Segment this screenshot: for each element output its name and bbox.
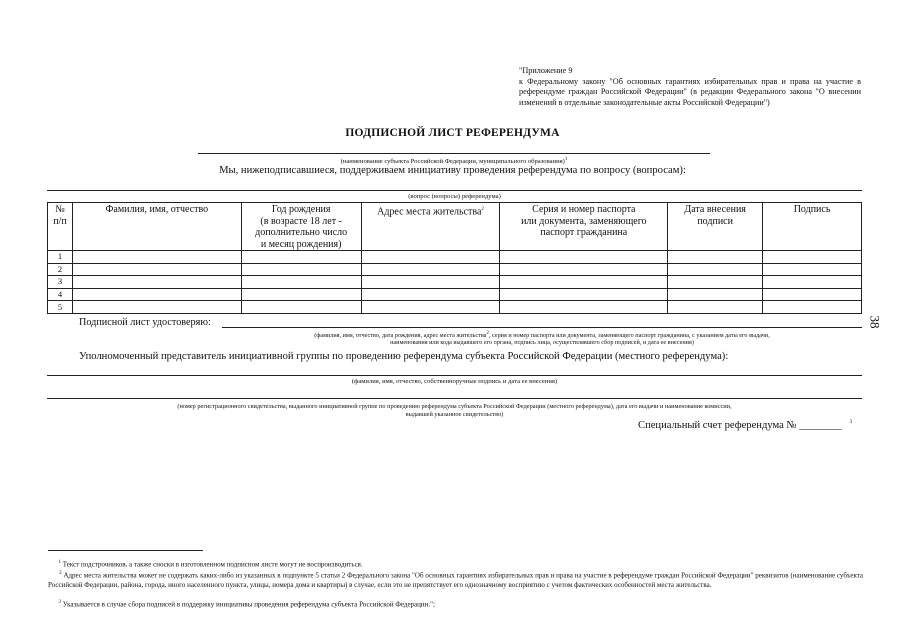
signatures-table bbox=[47, 202, 862, 314]
special-account-label: Специальный счет референдума № bbox=[638, 420, 797, 431]
cell-address[interactable] bbox=[361, 301, 500, 314]
cell-fullname[interactable] bbox=[72, 251, 241, 264]
certificate-caption-line1: (номер регистрационного свидетельства, выданного инициативной группе по проведению референдума субъекта Российской Федерации (местного референдума), дата его выдачи и наименование комиссии, bbox=[177, 403, 732, 410]
col-signature-header: Подпись bbox=[763, 203, 862, 251]
footnote-separator bbox=[48, 550, 203, 551]
row-number: 3 bbox=[48, 276, 73, 289]
col-address-header: Адрес места жительства$^2$ bbox=[361, 203, 500, 251]
cell-signature[interactable] bbox=[763, 251, 862, 264]
col-date-header: Дата внесения подписи bbox=[668, 203, 763, 251]
cell-fullname[interactable] bbox=[72, 263, 241, 276]
cell-date[interactable] bbox=[668, 251, 763, 264]
representative-caption: (фамилия, имя, отчество, собственноручные подпись и дата ее внесения) bbox=[351, 378, 558, 385]
footnote-3: $^3$ Указывается в случае сбора подписей в поддержку инициативы проведения референдума субъекта Российской Федерации."; bbox=[58, 600, 435, 609]
footnote-mark-2: 2 bbox=[486, 331, 489, 336]
special-account bbox=[638, 420, 852, 431]
form-title: ПОДПИСНОЙ ЛИСТ РЕФЕРЕНДУМА bbox=[345, 127, 560, 139]
question-caption: (вопрос (вопросы) референдума) bbox=[408, 193, 501, 200]
intro-text: Мы, нижеподписавшиеся, поддерживаем инициативу проведения референдума по вопросу (вопросам): bbox=[219, 165, 686, 176]
cell-address[interactable] bbox=[361, 288, 500, 301]
row-number: 4 bbox=[48, 288, 73, 301]
row-number: 2 bbox=[48, 263, 73, 276]
cell-signature[interactable] bbox=[763, 276, 862, 289]
certificate-caption-line2: выдавшей указанное свидетельство) bbox=[405, 411, 504, 418]
cell-passport[interactable] bbox=[500, 288, 668, 301]
footnote-mark-1: 1 bbox=[564, 157, 568, 162]
annex-text: к Федеральному закону "Об основных гарантиях избирательных прав и права на участие в референдуме граждан Российской Федерации" (в редакции Федерального закона "О внесении изменений в отдельные законодательные акты Российской Федерации") bbox=[519, 76, 861, 107]
footnote-1: $^1$ Текст подстрочников, а также сноски в изготовленном подписном листе могут не воспроизводиться. bbox=[58, 560, 363, 569]
cell-signature[interactable] bbox=[763, 288, 862, 301]
certified-caption-line1: (фамилия, имя, отчество, дата рождения, адрес места жительства$^2$, серия и номер паспорта или документа, заменяющего паспорт гражданина, с указанием даты его выдачи, bbox=[314, 331, 770, 340]
cell-birth[interactable] bbox=[241, 301, 361, 314]
question-line bbox=[47, 190, 862, 191]
cell-date[interactable] bbox=[668, 276, 763, 289]
table-header-row bbox=[48, 203, 862, 251]
table-row bbox=[48, 251, 862, 264]
cell-date[interactable] bbox=[668, 288, 763, 301]
footnote-2: $^2$ Адрес места жительства может не содержать каких-либо из указанных в подпункте 5 статьи 2 Федерального закона "Об основных гарантиях избирательных прав и права на участие в референдуме граждан Российской Федерации" реквизитов (наименование субъекта Российской Федерации, района, города, иного населенного пункта, улицы, номера дома и квартиры) в случае, если это не препятствует его однозначному восприятию с учетом фактических особенностей места жительства. bbox=[48, 571, 864, 589]
cell-passport[interactable] bbox=[500, 301, 668, 314]
cell-address[interactable] bbox=[361, 263, 500, 276]
page-number: 38 bbox=[867, 315, 883, 329]
certified-caption-line2: наименования или кода выдавшего его органа, подпись лица, осуществлявшего сбор подписей, и дата ее внесения) bbox=[390, 339, 694, 346]
cell-birth[interactable] bbox=[241, 288, 361, 301]
cell-signature[interactable] bbox=[763, 301, 862, 314]
certified-line bbox=[222, 327, 862, 328]
cell-address[interactable] bbox=[361, 251, 500, 264]
subject-line bbox=[198, 153, 710, 154]
cell-fullname[interactable] bbox=[72, 276, 241, 289]
col-fullname-header: Фамилия, имя, отчество bbox=[72, 203, 241, 251]
representative-line bbox=[47, 375, 862, 376]
table-row bbox=[48, 301, 862, 314]
special-account-blank[interactable]: ________ bbox=[799, 420, 842, 431]
annex-title: "Приложение 9 bbox=[519, 66, 573, 75]
footnote-mark-2: 2 bbox=[481, 207, 484, 212]
subject-caption: (наименование субъекта Российской Федерации, муниципального образования)$^1$ bbox=[340, 157, 568, 166]
col-passport-header: Серия и номер паспорта или документа, заменяющего паспорт гражданина bbox=[500, 203, 668, 251]
table-row bbox=[48, 288, 862, 301]
footnote-mark-3: 3 bbox=[849, 420, 853, 426]
certificate-line bbox=[47, 398, 862, 399]
cell-passport[interactable] bbox=[500, 263, 668, 276]
col-birth-header: Год рождения (в возрасте 18 лет - дополнительно число и месяц рождения) bbox=[241, 203, 361, 251]
cell-passport[interactable] bbox=[500, 251, 668, 264]
cell-passport[interactable] bbox=[500, 276, 668, 289]
cell-date[interactable] bbox=[668, 301, 763, 314]
annex-reference bbox=[519, 66, 861, 108]
cell-signature[interactable] bbox=[763, 263, 862, 276]
certified-label: Подписной лист удостоверяю: bbox=[79, 317, 211, 328]
row-number: 5 bbox=[48, 301, 73, 314]
cell-fullname[interactable] bbox=[72, 288, 241, 301]
cell-birth[interactable] bbox=[241, 276, 361, 289]
row-number: 1 bbox=[48, 251, 73, 264]
representative-label: Уполномоченный представитель инициативной группы по проведению референдума субъекта Российской Федерации (местного референдума): bbox=[79, 351, 729, 362]
table-row bbox=[48, 263, 862, 276]
cell-birth[interactable] bbox=[241, 251, 361, 264]
col-number-header: № п/п bbox=[48, 203, 73, 251]
cell-birth[interactable] bbox=[241, 263, 361, 276]
cell-date[interactable] bbox=[668, 263, 763, 276]
cell-fullname[interactable] bbox=[72, 301, 241, 314]
cell-address[interactable] bbox=[361, 276, 500, 289]
table-row bbox=[48, 276, 862, 289]
